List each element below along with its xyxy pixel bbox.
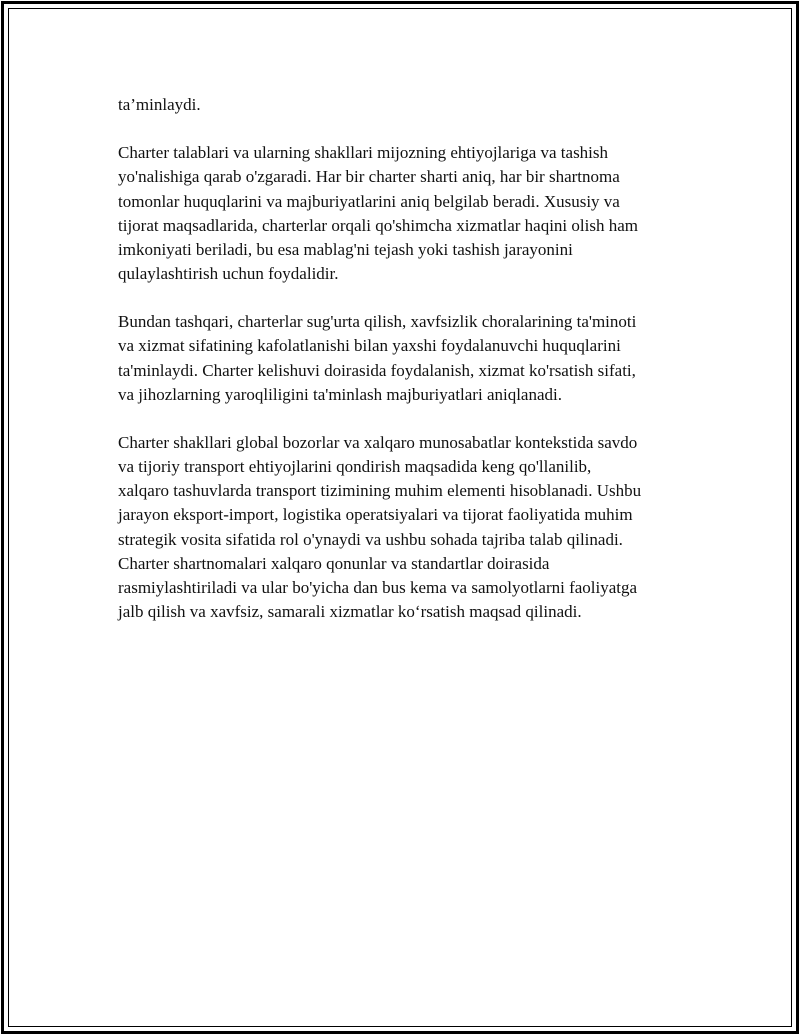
text-line: va xizmat sifatining kafolatlanishi bilan yaxshi foydalanuvchi huquqlarini bbox=[118, 336, 621, 356]
text-line: tomonlar huquqlarini va majburiyatlarini aniq belgilab beradi. Xususiy va bbox=[118, 191, 620, 211]
text-line: yo'nalishiga qarab o'zgaradi. Har bir charter sharti aniq, har bir shartnoma bbox=[118, 167, 620, 187]
text-line: jalb qilish va xavfsiz, samarali xizmatlar ko‘rsatish maqsad qilinadi. bbox=[118, 601, 582, 621]
paragraph bbox=[118, 141, 718, 286]
text-line: Charter shartnomalari xalqaro qonunlar va standartlar doirasida bbox=[118, 553, 550, 573]
document-body bbox=[118, 93, 718, 648]
text-line: ta'minlaydi. Charter kelishuvi doirasida foydalanish, xizmat ko'rsatish sifati, bbox=[118, 360, 636, 380]
text-line: Bundan tashqari, charterlar sug'urta qilish, xavfsizlik choralarining ta'minoti bbox=[118, 312, 637, 332]
paragraph bbox=[118, 93, 718, 117]
text-line: xalqaro tashuvlarda transport tizimining muhim elementi hisoblanadi. Ushbu bbox=[118, 481, 642, 501]
text-line: tijorat maqsadlarida, charterlar orqali qo'shimcha xizmatlar haqini olish ham bbox=[118, 215, 638, 235]
paragraph bbox=[118, 431, 718, 624]
text-line: strategik vosita sifatida rol o'ynaydi va ushbu sohada tajriba talab qilinadi. bbox=[118, 529, 623, 549]
text-line: rasmiylashtiriladi va ular bo'yicha dan bus kema va samolyotlarni faoliyatga bbox=[118, 577, 638, 597]
text-line: jarayon eksport-import, logistika operatsiyalari va tijorat faoliyatida muhim bbox=[118, 505, 633, 525]
text-line: va jihozlarning yaroqliligini ta'minlash majburiyatlari aniqlanadi. bbox=[118, 384, 563, 404]
text-line: imkoniyati beriladi, bu esa mablag'ni tejash yoki tashish jarayonini bbox=[118, 239, 573, 259]
paragraph bbox=[118, 310, 718, 407]
text-line: Charter talablari va ularning shakllari mijozning ehtiyojlariga va tashish bbox=[118, 143, 609, 163]
text-line: Charter shakllari global bozorlar va xalqaro munosabatlar kontekstida savdo bbox=[118, 432, 638, 452]
text-line: ta’minlaydi. bbox=[118, 95, 201, 114]
text-line: qulaylashtirish uchun foydalidir. bbox=[118, 263, 339, 283]
text-line: va tijoriy transport ehtiyojlarini qondirish maqsadida keng qo'llanilib, bbox=[118, 457, 592, 477]
